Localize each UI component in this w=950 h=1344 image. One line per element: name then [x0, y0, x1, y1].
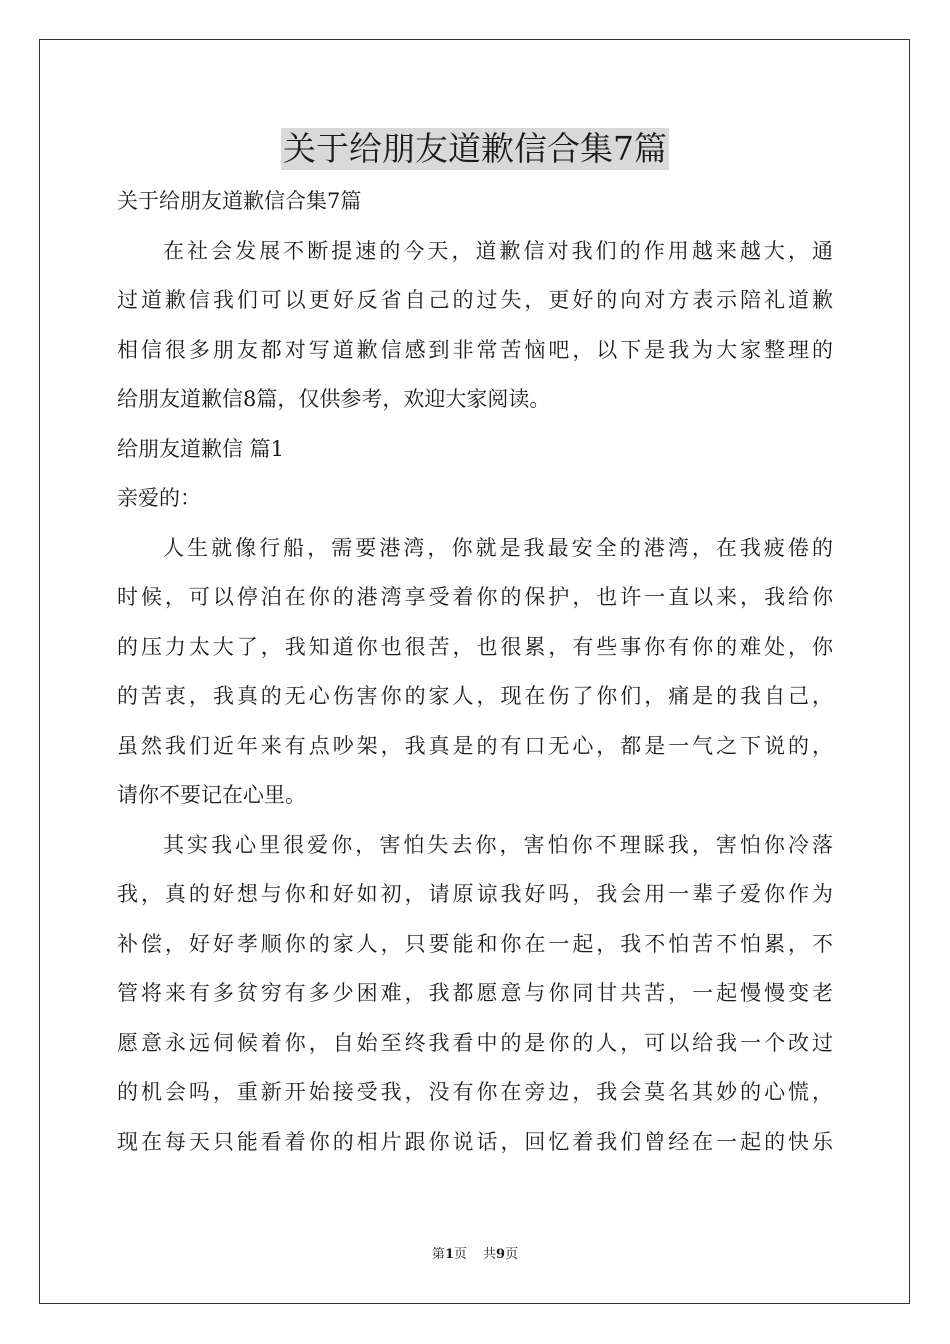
text-line: 在社会发展不断提速的今天，道歉信对我们的作用越来越大，通 [163, 238, 833, 263]
text-line: 现在每天只能看着你的相片跟你说话，回忆着我们曾经在一起的快乐 [117, 1129, 833, 1154]
text-line: 其实我心里很爱你，害怕失去你，害怕你不理睬我，害怕你冷落 [163, 832, 833, 857]
page-footer [0, 1245, 950, 1265]
text-line: 时候，可以停泊在你的港湾享受着你的保护，也许一直以来，我给你 [117, 585, 833, 609]
text-line: 的苦衷，我真的无心伤害你的家人，现在伤了你们，痛是的我自己， [117, 684, 833, 708]
text-line: 相信很多朋友都对写道歉信感到非常苦恼吧，以下是我为大家整理的 [117, 337, 833, 362]
text-line: 管将来有多贫穷有多少困难，我都愿意与你同甘共苦，一起慢慢变老 [117, 981, 833, 1005]
page-current: 1 [444, 1247, 454, 1262]
total-prefix: 共 [483, 1247, 497, 1262]
document-title: 关于给朋友道歉信合集7篇 [283, 129, 667, 168]
text-line: 我，真的好想与你和好如初，请原谅我好吗，我会用一辈子爱你作为 [117, 882, 833, 906]
text-line: 过道歉信我们可以更好反省自己的过失，更好的向对方表示陪礼道歉 [117, 288, 833, 312]
text-line: 的机会吗，重新开始接受我，没有你在旁边，我会莫名其妙的心慌， [117, 1080, 833, 1104]
text-line: 人生就像行船，需要港湾，你就是我最安全的港湾，在我疲倦的 [163, 535, 833, 560]
text-line: 亲爱的： [117, 486, 201, 510]
total-suffix: 页 [505, 1247, 519, 1262]
title-wrap [0, 128, 950, 170]
text-line: 给朋友道歉信8篇，仅供参考，欢迎大家阅读。 [117, 387, 551, 411]
text-line: 给朋友道歉信 篇1 [117, 436, 285, 461]
text-line: 虽然我们近年来有点吵架，我真是的有口无心，都是一气之下说的， [117, 733, 833, 758]
page-suffix: 页 [453, 1247, 467, 1262]
text-line: 关于给朋友道歉信合集7篇 [117, 189, 362, 213]
page-prefix: 第 [431, 1247, 445, 1262]
page-total: 9 [496, 1247, 506, 1262]
text-line: 请你不要记在心里。 [117, 783, 306, 807]
text-line: 的压力太大了，我知道你也很苦，也很累，有些事你有你的难处，你 [117, 634, 833, 659]
document-body [117, 177, 833, 1167]
text-line: 愿意永远伺候着你，自始至终我看中的是你的人，可以给我一个改过 [117, 1030, 833, 1055]
text-line: 补偿，好好孝顺你的家人，只要能和你在一起，我不怕苦不怕累，不 [117, 931, 833, 956]
